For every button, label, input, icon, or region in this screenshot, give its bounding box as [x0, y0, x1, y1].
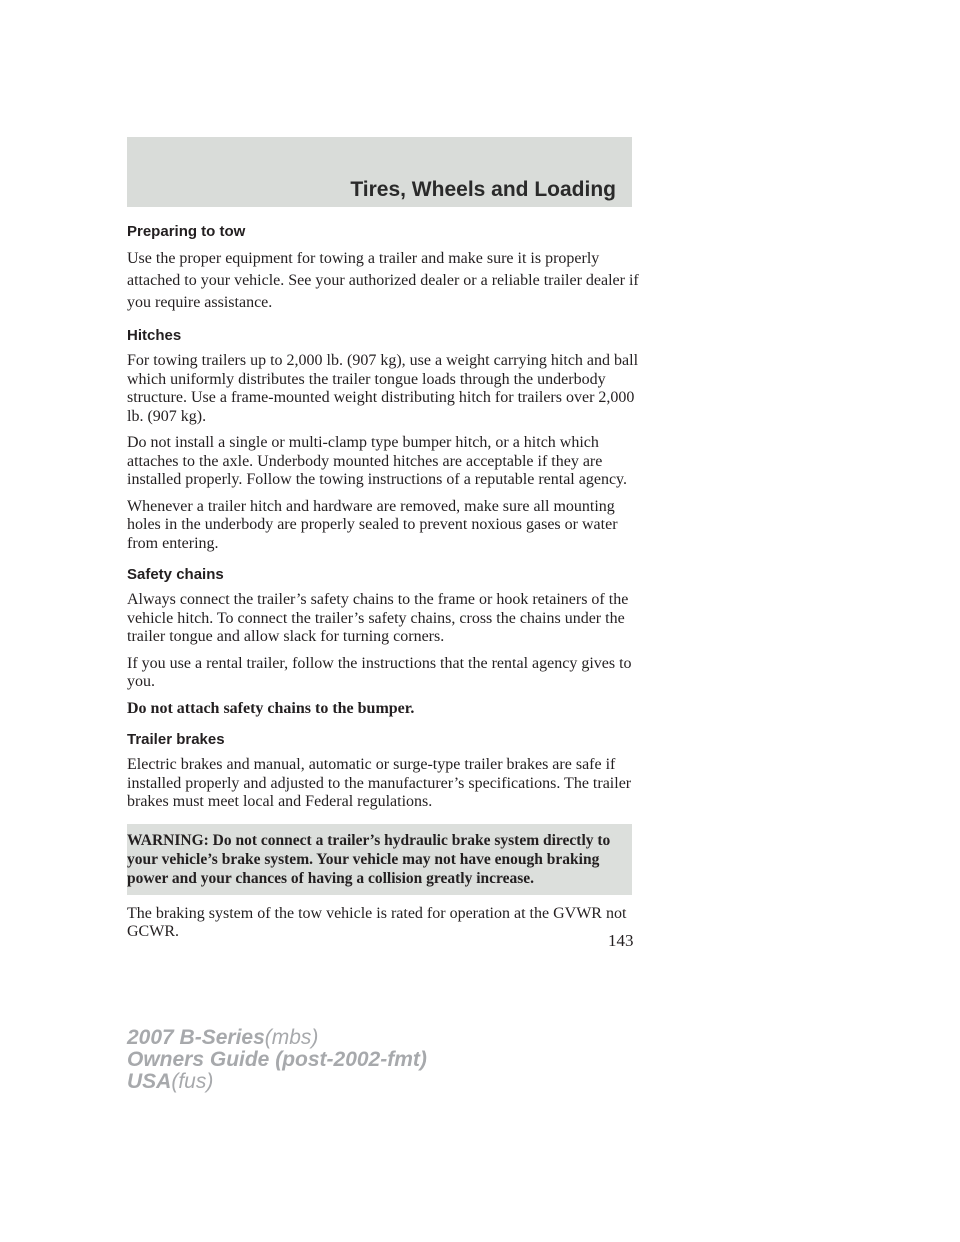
heading-preparing-to-tow: Preparing to tow [127, 223, 246, 240]
footer-market: USA [127, 1070, 172, 1093]
page-content [127, 222, 642, 950]
warning-text: WARNING: Do not connect a trailer’s hydraulic brake system directly to your vehicle’s brake system. Your vehicle may not have enough braking power and your chances of having a collision greatly increase. [127, 831, 611, 887]
paragraph-hitches-2: Do not install a single or multi-clamp type bumper hitch, or a hitch which attaches to the axle. Underbody mounted hitches are acceptable if they are installed properly. Follow the towing instructions of a reputable rental agency. [127, 434, 628, 488]
section-header-band [127, 137, 632, 207]
section-title: Tires, Wheels and Loading [350, 178, 616, 201]
footer-line-3 [127, 1071, 427, 1093]
footer-guide: Owners Guide (post-2002-fmt) [127, 1048, 427, 1071]
footer-market-code: (fus) [171, 1070, 214, 1093]
warning-box [127, 824, 632, 895]
footer-line-1 [127, 1027, 427, 1049]
heading-safety-chains: Safety chains [127, 566, 224, 583]
footer-model-code: (mbs) [264, 1026, 319, 1049]
paragraph-hitches-1: For towing trailers up to 2,000 lb. (907 kg), use a weight carrying hitch and ball which uniformly distributes the trailer tongue loads through the underbody structure. Use a frame-mounted weight distributing hitch for trailers over 2,000 lb. (907 kg). [127, 352, 639, 425]
heading-hitches: Hitches [127, 327, 182, 344]
footer-model: 2007 B-Series [127, 1026, 265, 1049]
safety-chains-bold-note: Do not attach safety chains to the bumper. [127, 699, 415, 717]
paragraph-hitches-3: Whenever a trailer hitch and hardware are removed, make sure all mounting holes in the underbody are properly sealed to prevent noxious gases or water from entering. [127, 497, 618, 552]
document-footer [127, 1027, 427, 1093]
heading-trailer-brakes: Trailer brakes [127, 731, 225, 748]
paragraph-safety-chains-2: If you use a rental trailer, follow the instructions that the rental agency gives to you. [127, 654, 632, 690]
paragraph-safety-chains-1: Always connect the trailer’s safety chains to the frame or hook retainers of the vehicle hitch. To connect the trailer’s safety chains, cross the chains under the trailer tongue and allow slack for turning corners. [127, 591, 629, 645]
footer-line-2 [127, 1049, 427, 1071]
paragraph-trailer-brakes: Electric brakes and manual, automatic or surge-type trailer brakes are safe if installed properly and adjusted to the manufacturer’s specifications. The trailer brakes must meet local and Federal regulations. [127, 756, 632, 810]
page-number: 143 [608, 931, 634, 950]
paragraph-braking-system: The braking system of the tow vehicle is rated for operation at the GVWR not GCWR. [127, 904, 627, 940]
paragraph-preparing: Use the proper equipment for towing a trailer and make sure it is properly attached to your vehicle. See your authorized dealer or a reliable trailer dealer if you require assistance. [127, 250, 639, 311]
